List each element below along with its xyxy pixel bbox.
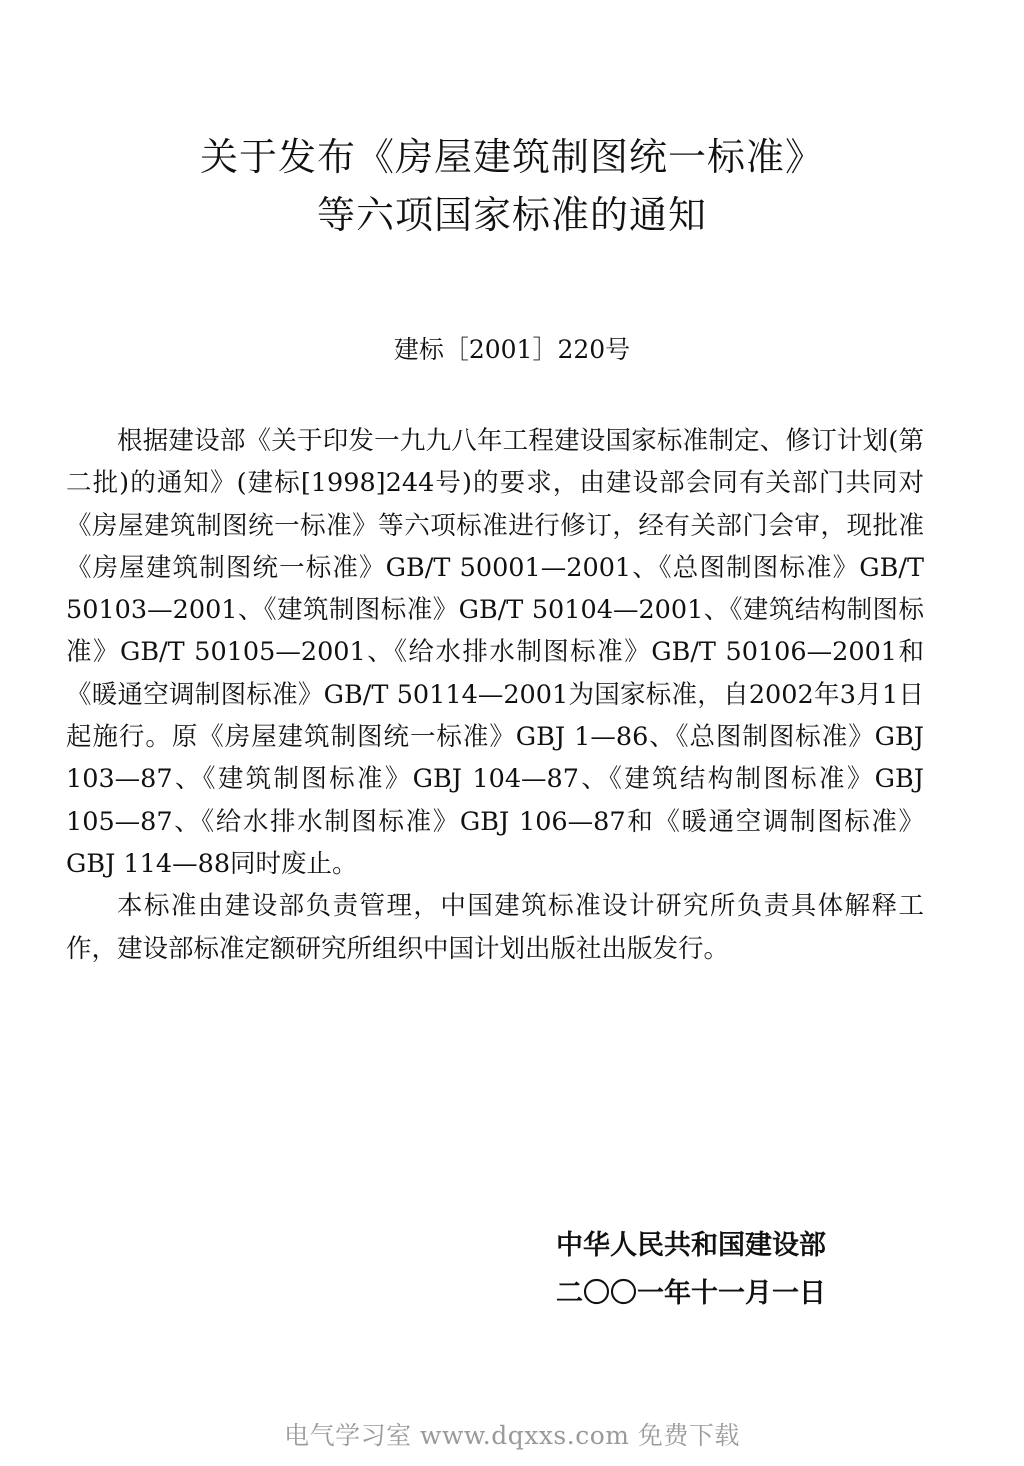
signature-date: 二〇〇一年十一月一日: [556, 1278, 826, 1309]
body-paragraph-2: 本标准由建设部负责管理，中国建筑标准设计研究所负责具体解释工作，建设部标准定额研究所组织中国计划出版社出版发行。: [66, 891, 924, 964]
signature-organization: 中华人民共和国建设部: [556, 1230, 826, 1261]
download-watermark: 电气学习室 www.dqxxs.com 免费下载: [284, 1421, 740, 1450]
body-paragraph-1: 根据建设部《关于印发一九九八年工程建设国家标准制定、修订计划(第二批)的通知》(建标[1998]244号)的要求，由建设部会同有关部门共同对《房屋建筑制图统一标准》等六项标准进行修订，经有关部门会审，现批准《房屋建筑制图统一标准》GB/T 50001—2001、《总图制图标准》GB/T 50103—2001、《建筑制图标准》GB/T 50104—2001、《建筑结构制图标准》GB/T 50105—2001、《给水排水制图标准》GB/T 50106—2001和《暖通空调制图标准》GB/T 50114—2001为国家标准，自2002年3月1日起施行。原《房屋建筑制图统一标准》GBJ 1—86、《总图制图标准》GBJ 103—87、《建筑制图标准》GBJ 104—87、《建筑结构制图标准》GBJ 105—87、《给水排水制图标准》GBJ 106—87和《暖通空调制图标准》GBJ 114—88同时废止。: [66, 426, 924, 879]
document-title: [0, 128, 1024, 244]
document-number: 建标［2001］220号: [393, 335, 631, 364]
title-line-2: 等六项国家标准的通知: [316, 193, 707, 237]
document-body: [66, 420, 924, 970]
signature-block: [556, 1222, 826, 1318]
title-line-1: 关于发布《房屋建筑制图统一标准》: [199, 135, 824, 179]
